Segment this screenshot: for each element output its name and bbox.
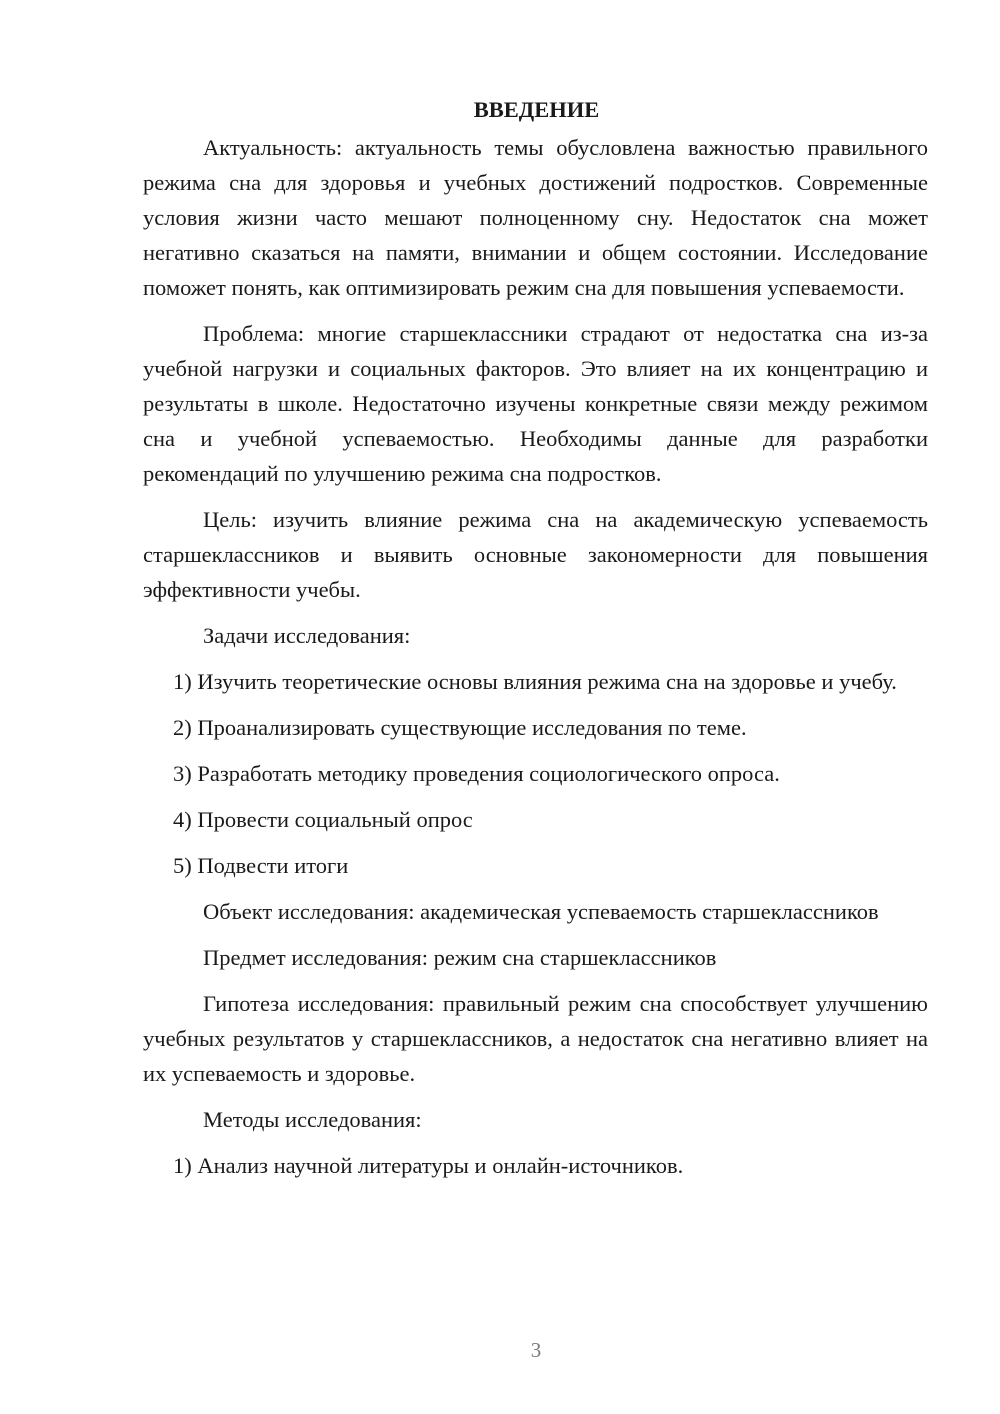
tasks-heading: Задачи исследования: xyxy=(203,623,411,648)
task-item-5: 5) Подвести итоги xyxy=(173,853,349,878)
method-item-1: 1) Анализ научной литературы и онлайн-источников. xyxy=(173,1153,684,1178)
object-paragraph: Объект исследования: академическая успеваемость старшеклассников xyxy=(203,899,879,924)
task-item-2: 2) Проанализировать существующие исследования по теме. xyxy=(173,715,747,740)
task-item-1: 1) Изучить теоретические основы влияния режима сна на здоровье и учебу. xyxy=(173,669,897,694)
task-item-4: 4) Провести социальный опрос xyxy=(173,807,473,832)
hypothesis-paragraph: Гипотеза исследования: правильный режим сна способствует улучшению учебных результатов у старшеклассников, а недостаток сна негативно влияет на их успеваемость и здоровье. xyxy=(143,991,928,1086)
section-title: ВВЕДЕНИЕ xyxy=(473,97,600,122)
problem-paragraph: Проблема: многие старшеклассники страдают от недостатка сна из-за учебной нагрузки и социальных факторов. Это влияет на их концентрацию и результаты в школе. Недостаточно изучены конкретные связи между режимом сна и учебной успеваемостью. Необходимы данные для разработки рекомендаций по улучшению режима сна подростков. xyxy=(143,321,928,486)
subject-paragraph: Предмет исследования: режим сна старшеклассников xyxy=(203,945,717,970)
goal-paragraph: Цель: изучить влияние режима сна на академическую успеваемость старшеклассников и выявить основные закономерности для повышения эффективности учебы. xyxy=(143,507,928,602)
relevance-paragraph: Актуальность: актуальность темы обусловлена важностью правильного режима сна для здоровья и учебных достижений подростков. Современные условия жизни часто мешают полноценному сну. Недостаток сна может негативно сказаться на памяти, внимании и общем состоянии. Исследование поможет понять, как оптимизировать режим сна для повышения успеваемости. xyxy=(143,135,928,300)
task-item-3: 3) Разработать методику проведения социологического опроса. xyxy=(173,761,780,786)
page-content xyxy=(143,90,928,1194)
methods-heading: Методы исследования: xyxy=(203,1107,422,1132)
page-number: 3 xyxy=(530,1338,542,1362)
